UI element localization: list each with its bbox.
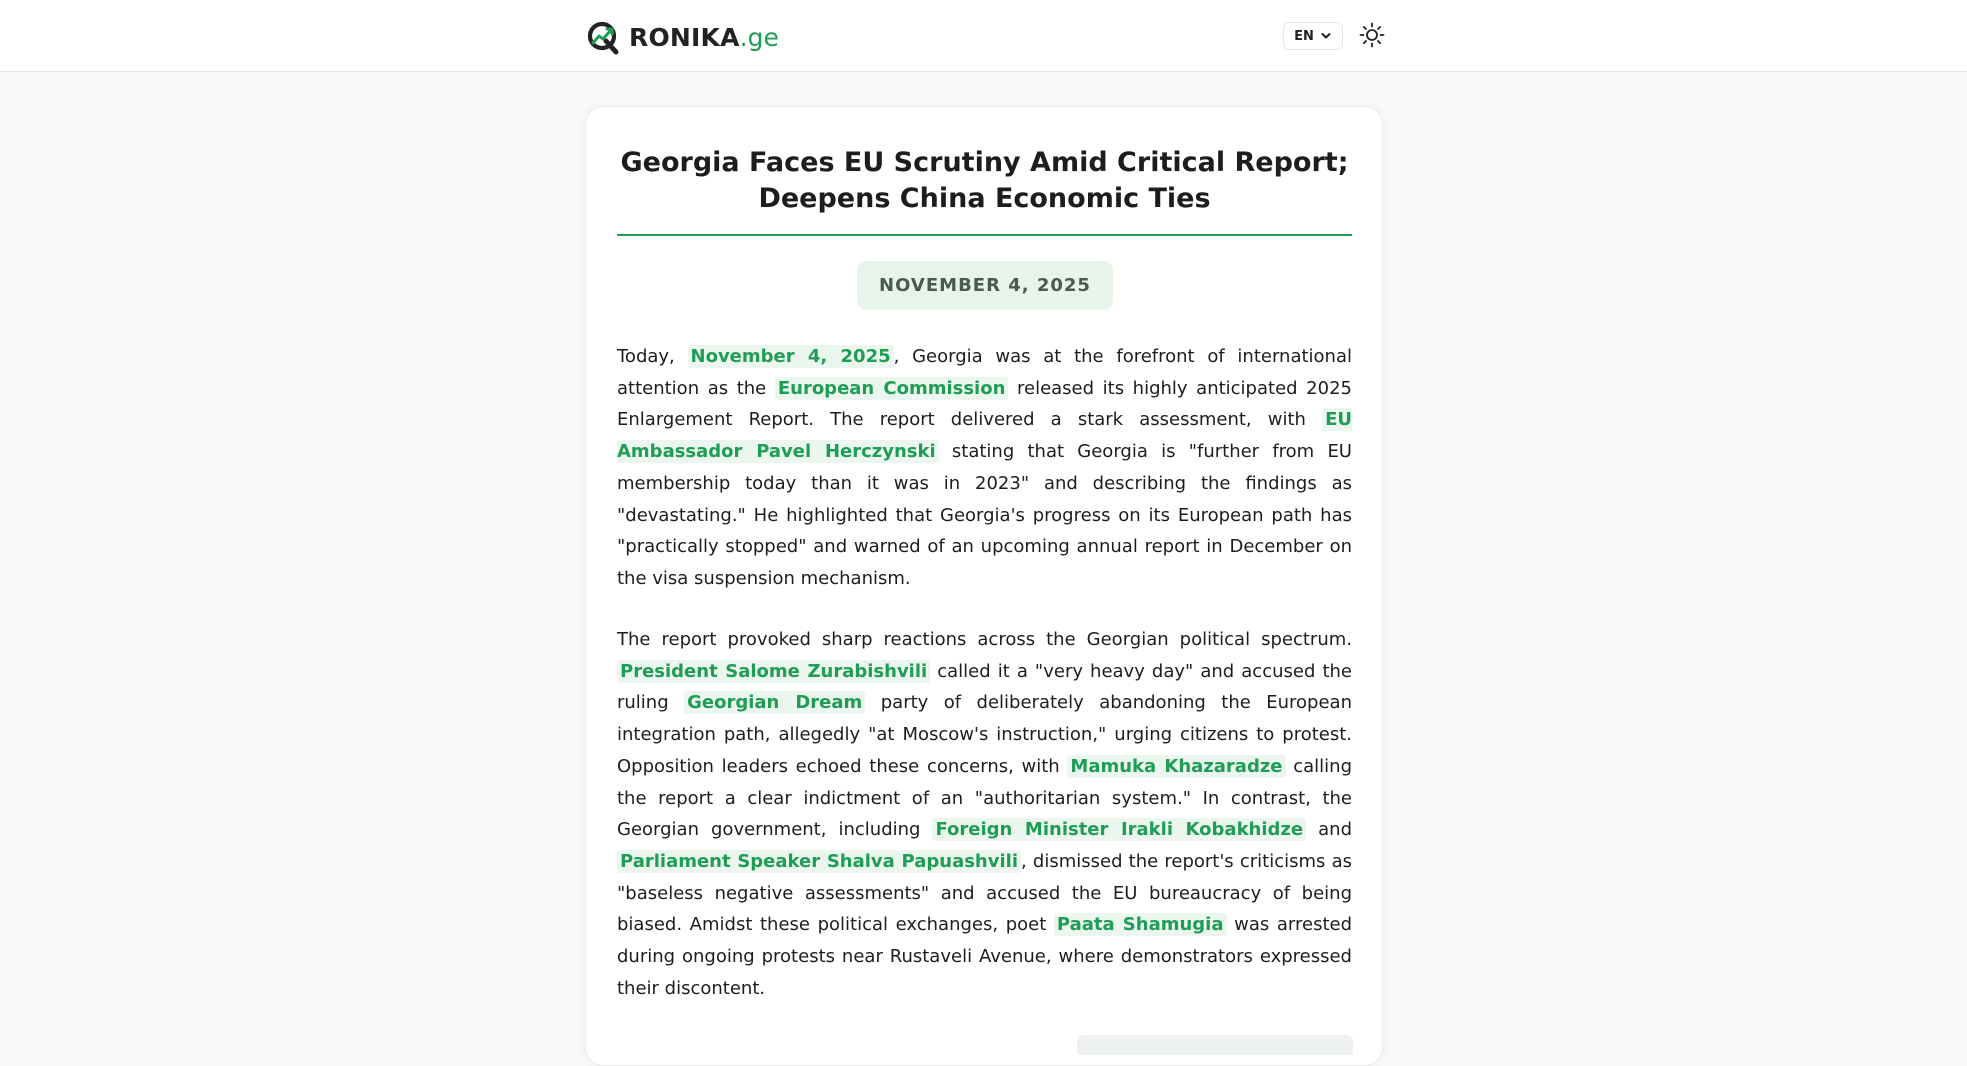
entity-date[interactable]: November 4, 2025 xyxy=(688,345,894,368)
entity-mamuka-khazaradze[interactable]: Mamuka Khazaradze xyxy=(1067,755,1285,778)
language-select[interactable] xyxy=(1283,22,1343,50)
text-run: stating that Georgia is "further from EU membership today than it was in 2023" and describing the findings as "devastating." He highlighted that Georgia's progress on its European path has "practically stopped" and warned of an upcoming annual report in December on the visa suspension mechanism. xyxy=(617,441,1352,589)
entity-european-commission[interactable]: European Commission xyxy=(775,377,1009,400)
language-value: EN xyxy=(1294,28,1314,44)
article-card xyxy=(585,106,1383,1066)
text-run: The report provoked sharp reactions across the Georgian political spectrum. xyxy=(617,629,1352,650)
entity-eu-ambassador[interactable]: EU Ambassador Pavel Herczynski xyxy=(617,409,1352,463)
top-navbar xyxy=(0,0,1967,72)
brand-name: RONIKA xyxy=(629,22,740,52)
text-run: released its highly anticipated 2025 Enlargement Report. The report delivered a stark assessment, with xyxy=(617,377,1352,431)
text-run: party of deliberately abandoning the European integration path, allegedly "at Moscow's instruction," urging citizens to protest. Opposition leaders echoed these concerns, with xyxy=(617,692,1352,777)
theme-toggle-button[interactable] xyxy=(1358,21,1386,49)
brand-home-link[interactable] xyxy=(585,18,779,56)
title-divider xyxy=(617,234,1352,236)
text-run: , dismissed the report's criticisms as "baseless negative assessments" and accused the EU bureaucracy of being biased. Amidst these political exchanges, poet xyxy=(617,850,1352,936)
text-run: and xyxy=(1306,819,1352,841)
text-run: Today, xyxy=(617,346,688,367)
sun-icon xyxy=(1359,22,1385,48)
text-run: , Georgia was at the forefront of international attention as the xyxy=(617,346,1352,399)
date-badge: NOVEMBER 4, 2025 xyxy=(857,261,1113,310)
chevron-down-icon xyxy=(1320,30,1332,42)
text-run: was arrested during ongoing protests near Rustaveli Avenue, where demonstrators expressed their discontent. xyxy=(617,914,1353,999)
article-title: Georgia Faces EU Scrutiny Amid Critical Report; Deepens China Economic Ties xyxy=(620,147,1349,214)
article-paragraph-1 xyxy=(617,341,1352,595)
entity-paata-shamugia[interactable]: Paata Shamugia xyxy=(1054,913,1227,936)
next-section-preview xyxy=(1077,1035,1353,1055)
entity-president[interactable]: President Salome Zurabishvili xyxy=(617,660,930,683)
text-run: calling the report a clear indictment of an "authoritarian system." In contrast, the Georgian government, including xyxy=(617,755,1352,841)
entity-parliament-speaker[interactable]: Parliament Speaker Shalva Papuashvili xyxy=(617,850,1021,873)
text-run: called it a "very heavy day" and accused the ruling xyxy=(617,660,1352,714)
article-paragraph-2 xyxy=(617,624,1352,1004)
ronika-logo-icon xyxy=(585,19,621,55)
entity-foreign-minister[interactable]: Foreign Minister Irakli Kobakhidze xyxy=(932,818,1306,841)
entity-georgian-dream[interactable]: Georgian Dream xyxy=(684,691,865,714)
brand-tld: .ge xyxy=(739,22,779,52)
